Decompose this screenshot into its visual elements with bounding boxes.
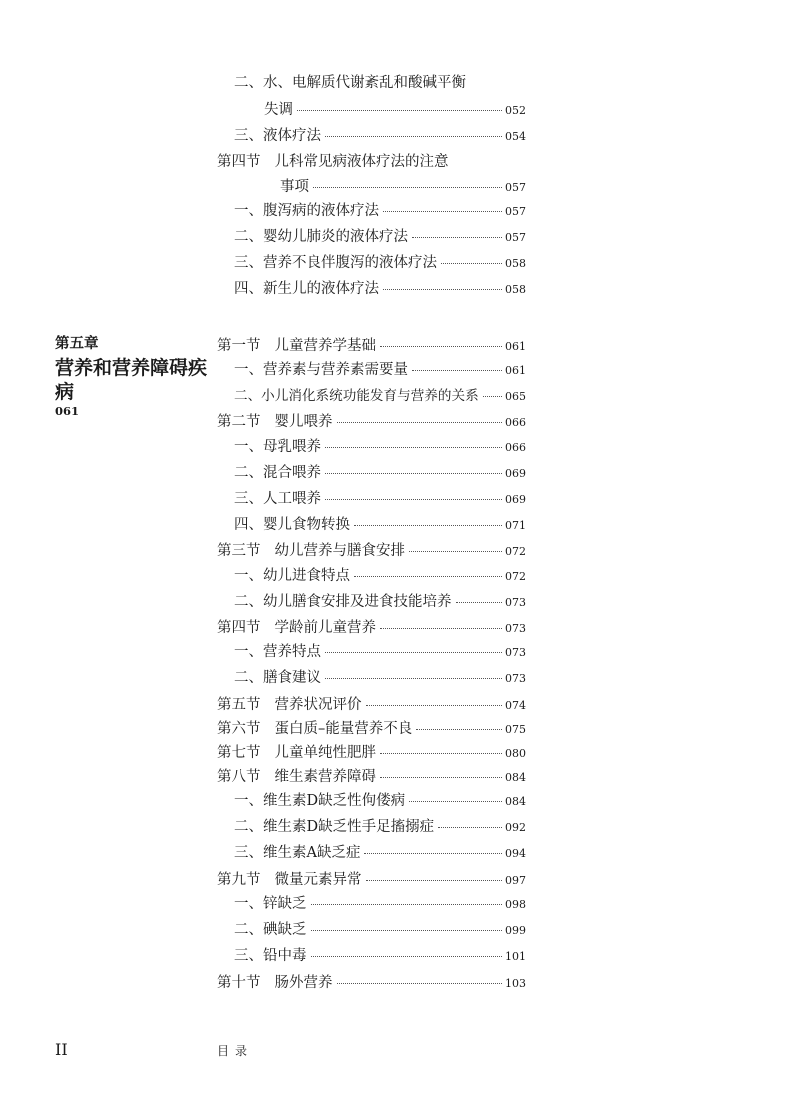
entry-page: 101 — [505, 950, 526, 963]
toc-entry[interactable] — [234, 487, 526, 508]
section-number: 第四节 — [217, 620, 261, 636]
leader-dots — [380, 346, 502, 347]
section-title: 儿童营养学基础 — [274, 338, 376, 354]
leader-dots — [409, 801, 502, 802]
entry-label: 一、锌缺乏 — [234, 896, 307, 912]
entry-label: 一、母乳喂养 — [234, 439, 321, 455]
chapter-label: 第五章 — [55, 335, 99, 352]
entry-label: 二、膳食建议 — [234, 670, 321, 686]
entry-page: 097 — [505, 874, 526, 887]
toc-entry[interactable] — [234, 841, 526, 862]
entry-label: 二、维生素D缺乏性手足搐搦症 — [234, 819, 435, 835]
toc-entry[interactable] — [234, 918, 526, 939]
leader-dots — [337, 983, 503, 984]
leader-dots — [409, 551, 502, 552]
leader-dots — [441, 263, 502, 264]
entry-label: 二、小儿消化系统功能发育与营养的关系 — [234, 388, 479, 404]
section-number: 第四节 — [217, 154, 261, 170]
toc-entry[interactable] — [234, 564, 526, 585]
section-title: 微量元素异常 — [274, 872, 362, 888]
toc-section[interactable] — [217, 539, 526, 560]
leader-dots — [311, 904, 503, 905]
leader-dots — [325, 136, 502, 137]
entry-label: 事项 — [280, 179, 309, 195]
entry-label: 二、水、电解质代谢紊乱和酸碱平衡 — [234, 75, 466, 91]
toc-section[interactable] — [217, 765, 526, 786]
section-number: 第八节 — [217, 769, 261, 785]
entry-page: 072 — [505, 545, 526, 558]
entry-page: 084 — [505, 771, 526, 784]
leader-dots — [366, 880, 503, 881]
entry-page: 057 — [505, 181, 526, 194]
entry-label: 一、幼儿进食特点 — [234, 568, 350, 584]
entry-page: 099 — [505, 924, 526, 937]
leader-dots — [456, 602, 503, 603]
entry-page: 069 — [505, 467, 526, 480]
entry-label: 三、营养不良伴腹泻的液体疗法 — [234, 255, 437, 271]
leader-dots — [337, 422, 503, 423]
leader-dots — [325, 652, 502, 653]
leader-dots — [297, 110, 502, 111]
toc-entry[interactable] — [234, 358, 526, 379]
entry-page: 052 — [505, 104, 526, 117]
entry-page: 073 — [505, 672, 526, 685]
entry-label: 三、人工喂养 — [234, 491, 321, 507]
leader-dots — [383, 211, 502, 212]
entry-page: 066 — [505, 441, 526, 454]
toc-entry[interactable] — [234, 590, 526, 611]
entry-page: 057 — [505, 205, 526, 218]
running-footer-title: 目录 — [217, 1044, 254, 1058]
toc-entry[interactable] — [234, 789, 526, 810]
entry-label: 四、新生儿的液体疗法 — [234, 281, 379, 297]
entry-label: 二、混合喂养 — [234, 465, 321, 481]
leader-dots — [313, 187, 502, 188]
section-title: 儿童单纯性肥胖 — [274, 745, 376, 761]
entry-label: 二、婴幼儿肺炎的液体疗法 — [234, 229, 408, 245]
entry-label: 三、铅中毒 — [234, 948, 307, 964]
toc-section[interactable] — [217, 868, 526, 889]
leader-dots — [325, 447, 502, 448]
leader-dots — [325, 499, 502, 500]
entry-page: 098 — [505, 898, 526, 911]
toc-entry[interactable] — [234, 892, 526, 913]
entry-page: 092 — [505, 821, 526, 834]
section-number: 第一节 — [217, 338, 261, 354]
entry-page: 071 — [505, 519, 526, 532]
page-number: II — [55, 1040, 68, 1059]
section-number: 第十节 — [217, 975, 261, 991]
section-title: 婴儿喂养 — [274, 414, 333, 430]
entry-page: 080 — [505, 747, 526, 760]
entry-label: 三、液体疗法 — [234, 128, 321, 144]
toc-section[interactable] — [217, 616, 526, 637]
entry-page: 057 — [505, 231, 526, 244]
entry-page: 094 — [505, 847, 526, 860]
leader-dots — [354, 576, 502, 577]
section-number: 第六节 — [217, 721, 261, 737]
leader-dots — [438, 827, 502, 828]
chapter-title[interactable]: 营养和营养障碍疾病 — [55, 357, 208, 403]
entry-page: 084 — [505, 795, 526, 808]
toc-section[interactable] — [217, 741, 526, 762]
leader-dots — [366, 705, 503, 706]
entry-page: 061 — [505, 340, 526, 353]
entry-page: 066 — [505, 416, 526, 429]
section-title: 蛋白质–能量营养不良 — [274, 721, 413, 737]
leader-dots — [380, 628, 502, 629]
toc-entry[interactable] — [234, 944, 526, 965]
entry-label: 四、婴儿食物转换 — [234, 517, 350, 533]
entry-label: 一、营养特点 — [234, 644, 321, 660]
entry-label: 三、维生素A缺乏症 — [234, 845, 361, 861]
toc-entry[interactable] — [234, 277, 526, 298]
entry-page: 054 — [505, 130, 526, 143]
leader-dots — [325, 678, 502, 679]
leader-dots — [325, 473, 502, 474]
entry-label: 失调 — [264, 102, 293, 118]
toc-entry[interactable] — [234, 815, 526, 836]
toc-entry[interactable] — [234, 435, 526, 456]
section-number: 第七节 — [217, 745, 261, 761]
toc-entry[interactable] — [234, 124, 526, 145]
section-title: 儿科常见病液体疗法的注意 — [274, 154, 449, 170]
section-title: 幼儿营养与膳食安排 — [274, 543, 405, 559]
entry-page: 103 — [505, 977, 526, 990]
toc-entry[interactable] — [234, 251, 526, 272]
toc-entry[interactable] — [234, 666, 526, 687]
toc-entry[interactable] — [234, 225, 526, 246]
toc-section[interactable] — [217, 717, 526, 738]
entry-page: 069 — [505, 493, 526, 506]
entry-label: 一、腹泻病的液体疗法 — [234, 203, 379, 219]
leader-dots — [380, 777, 502, 778]
entry-page: 073 — [505, 646, 526, 659]
leader-dots — [380, 753, 502, 754]
entry-page: 061 — [505, 364, 526, 377]
chapter-page: 061 — [55, 404, 80, 418]
toc-section[interactable] — [217, 410, 526, 431]
leader-dots — [311, 956, 503, 957]
section-number: 第九节 — [217, 872, 261, 888]
leader-dots — [354, 525, 502, 526]
entry-page: 072 — [505, 570, 526, 583]
toc-entry[interactable] — [234, 513, 526, 534]
entry-page: 075 — [505, 723, 526, 736]
leader-dots — [383, 289, 502, 290]
leader-dots — [412, 370, 502, 371]
entry-label: 一、维生素D缺乏性佝偻病 — [234, 793, 406, 809]
entry-page: 058 — [505, 257, 526, 270]
toc-entry[interactable] — [234, 461, 526, 482]
entry-label: 二、碘缺乏 — [234, 922, 307, 938]
toc-section[interactable] — [217, 334, 526, 355]
leader-dots — [483, 396, 502, 397]
entry-page: 073 — [505, 596, 526, 609]
leader-dots — [412, 237, 502, 238]
toc-section[interactable] — [217, 150, 449, 171]
leader-dots — [364, 853, 502, 854]
toc-entry[interactable] — [264, 98, 526, 119]
section-number: 第三节 — [217, 543, 261, 559]
toc-entry[interactable] — [234, 199, 526, 220]
entry-page: 058 — [505, 283, 526, 296]
toc-entry[interactable] — [280, 175, 526, 196]
section-title: 维生素营养障碍 — [274, 769, 376, 785]
section-number: 第二节 — [217, 414, 261, 430]
entry-page: 065 — [505, 390, 526, 403]
entry-label: 二、幼儿膳食安排及进食技能培养 — [234, 594, 452, 610]
toc-entry[interactable] — [234, 640, 526, 661]
leader-dots — [416, 729, 502, 730]
section-title: 肠外营养 — [274, 975, 333, 991]
toc-section[interactable] — [217, 971, 526, 992]
entry-page: 073 — [505, 622, 526, 635]
section-title: 学龄前儿童营养 — [274, 620, 376, 636]
section-number: 第五节 — [217, 697, 261, 713]
leader-dots — [311, 930, 503, 931]
toc-entry[interactable] — [234, 384, 526, 404]
section-title: 营养状况评价 — [274, 697, 362, 713]
toc-section[interactable] — [217, 693, 526, 714]
toc-entry[interactable] — [234, 71, 466, 92]
entry-label: 一、营养素与营养素需要量 — [234, 362, 408, 378]
entry-page: 074 — [505, 699, 526, 712]
